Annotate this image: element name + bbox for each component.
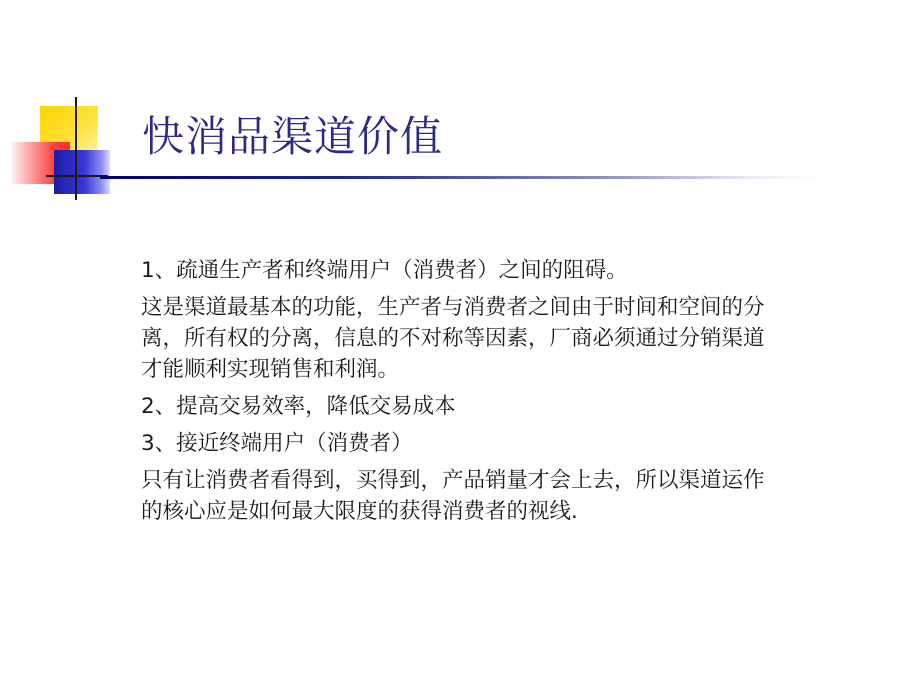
- horizontal-crosshair-line: [46, 175, 108, 177]
- point-2-heading: 2、提高交易效率，降低交易成本: [141, 394, 456, 419]
- point-1-explanation: 这是渠道最基本的功能，生产者与消费者之间由于时间和空间的分离，所有权的分离，信息的不对称等因素，厂商必须通过分销渠道才能顺利实现销售和利润。: [141, 295, 765, 382]
- slide-body: [141, 255, 781, 533]
- vertical-crosshair-line: [75, 97, 77, 200]
- slide-title: 快消品渠道价值: [142, 112, 444, 161]
- blue-square-decoration: [54, 150, 110, 194]
- point-3-explanation: 只有让消费者看得到，买得到，产品销量才会上去，所以渠道运作的核心应是如何最大限度的获得消费者的视线.: [141, 468, 765, 524]
- point-3-heading: 3、接近终端用户（消费者）: [141, 431, 413, 456]
- point-1-heading: 1、疏通生产者和终端用户（消费者）之间的阻碍。: [141, 258, 628, 283]
- title-underline-rule: [100, 176, 820, 179]
